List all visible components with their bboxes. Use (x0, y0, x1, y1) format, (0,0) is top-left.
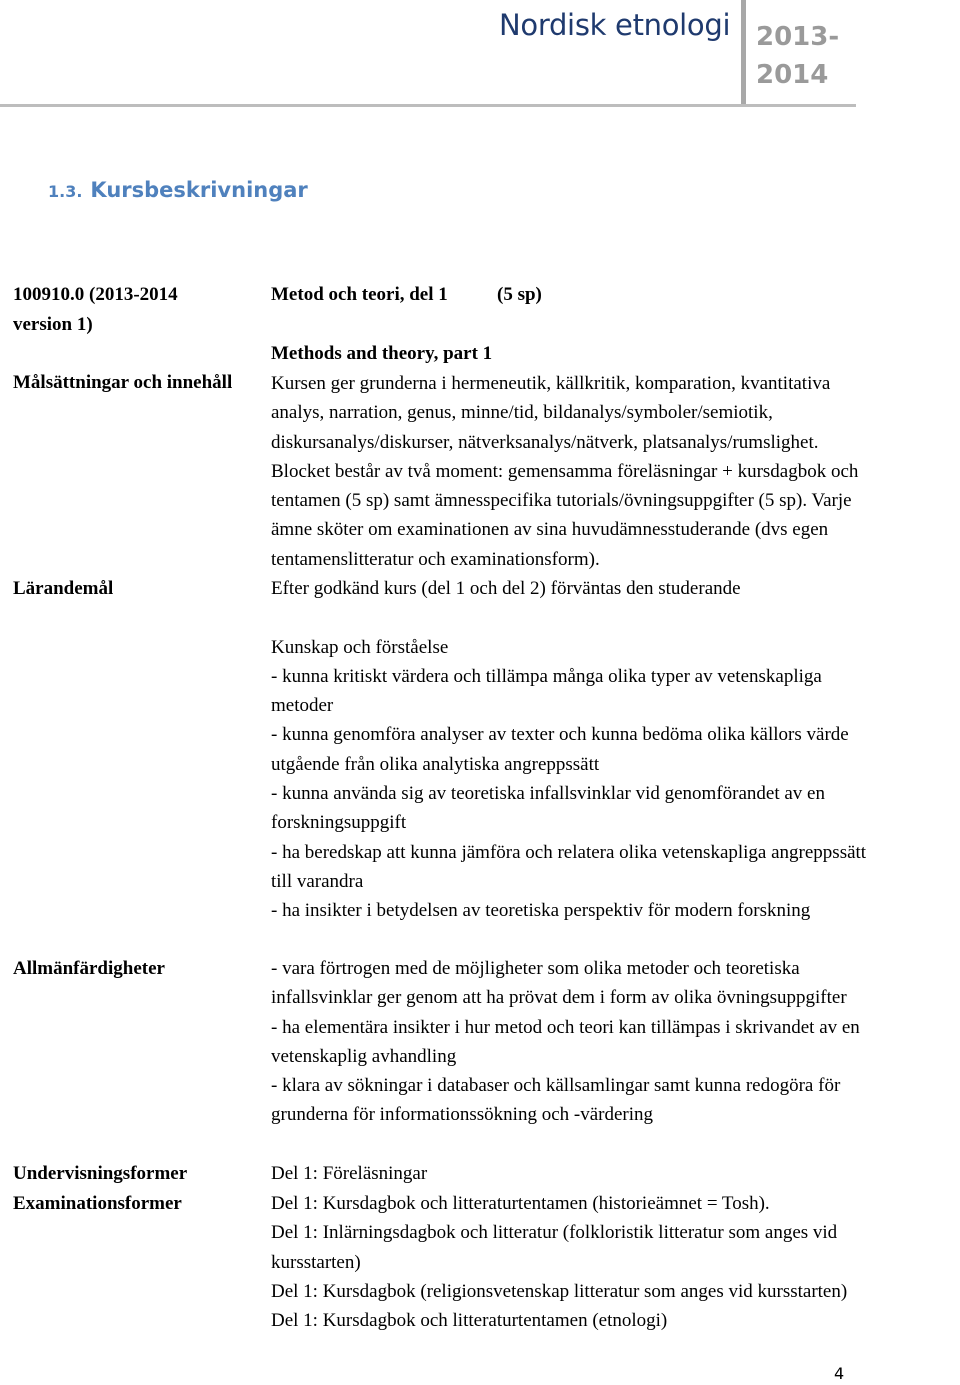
teaching-label: Undervisningsformer (13, 1163, 188, 1184)
section-number: 1.3. (48, 182, 83, 201)
aims-line: tentamen (5 sp) samt ämnesspecifika tutorials/övningsuppgifter (5 sp). Varje (271, 490, 852, 512)
skills-line: - klara av sökningar i databaser och källsamlingar samt kunna redogöra för (271, 1075, 841, 1097)
outcomes-line: metoder (271, 695, 334, 717)
aims-label: Målsättningar och innehåll (13, 372, 233, 393)
aims-line: Kursen ger grunderna i hermeneutik, källkritik, komparation, kvantitativa (271, 373, 831, 394)
outcomes-intro: Efter godkänd kurs (del 1 och del 2) förväntas den studerande (271, 578, 741, 599)
aims-line: diskursanalys/diskurser, nätverksanalys/nätverk, platsanalys/rumslighet. (271, 431, 819, 453)
header-horizontal-divider (0, 104, 856, 107)
skills-content (271, 954, 960, 1130)
aims-line: Blocket består av två moment: gemensamma föreläsningar + kursdagbok och (271, 460, 859, 482)
aims-line: analys, narration, genus, minne/tid, bildanalys/symboler/semiotik, (271, 402, 773, 424)
teaching-line: Del 1: Föreläsningar (271, 1163, 428, 1184)
aims-line: ämne sköter om examinationen av sina huvudämnesstuderande (dvs egen (271, 519, 829, 541)
outcomes-line: - kunna genomföra analyser av texter och kunna bedöma olika källors värde (271, 724, 849, 746)
aims-line: tentamenslitteratur och examinationsform). (271, 548, 600, 570)
outcomes-line: till varandra (271, 870, 364, 892)
course-version: version 1) (13, 314, 93, 335)
teaching-content (271, 1159, 960, 1188)
outcomes-line: - kunna kritiskt värdera och tillämpa många olika typer av vetenskapliga (271, 665, 822, 687)
course-title-en: Methods and theory, part 1 (271, 343, 493, 364)
outcomes-content (271, 574, 960, 926)
page-number: 4 (834, 1364, 845, 1383)
section-heading (48, 178, 308, 202)
outcomes-line: utgående från olika analytiska angreppssätt (271, 753, 600, 775)
outcomes-line: - kunna använda sig av teoretiska infallsvinklar vid genomförandet av en (271, 783, 825, 805)
skills-line: grunderna för informationssökning och -värdering (271, 1104, 654, 1126)
exams-label: Examinationsformer (13, 1193, 182, 1214)
outcomes-line: Kunskap och förståelse (271, 636, 449, 658)
outcomes-label: Lärandemål (13, 578, 114, 599)
exams-line: kursstarten) (271, 1251, 361, 1273)
course-title-sv: Metod och teori, del 1 (271, 284, 448, 305)
course-credits: (5 sp) (497, 284, 542, 305)
exams-line: Del 1: Kursdagbok och litteraturtentamen (etnologi) (271, 1310, 668, 1332)
header-vertical-divider (741, 0, 746, 104)
skills-label: Allmänfärdigheter (13, 958, 165, 979)
outcomes-line: forskningsuppgift (271, 812, 407, 834)
aims-content (271, 369, 960, 574)
document-header-title: Nordisk etnologi (499, 8, 731, 42)
header-year (756, 18, 852, 94)
skills-line: infallsvinklar ger genom att ha prövat dem i form av olika övningsuppgifter (271, 987, 847, 1009)
header-year-end: 2014 (756, 60, 829, 90)
exams-line: Del 1: Kursdagbok och litteraturtentamen (historieämnet = Tosh). (271, 1193, 770, 1214)
skills-line: vetenskaplig avhandling (271, 1045, 457, 1067)
skills-line: - vara förtrogen med de möjligheter som olika metoder och teoretiska (271, 958, 800, 979)
exams-line: Del 1: Kursdagbok (religionsvetenskap litteratur som anges vid kursstarten) (271, 1280, 848, 1302)
exams-content (271, 1189, 960, 1335)
header-year-start: 2013- (756, 22, 840, 52)
course-code: 100910.0 (2013-2014 (13, 284, 178, 305)
outcomes-line: - ha insikter i betydelsen av teoretiska perspektiv för modern forskning (271, 900, 811, 922)
section-title: Kursbeskrivningar (90, 178, 308, 202)
exams-line: Del 1: Inlärningsdagbok och litteratur (folkloristik litteratur som anges vid (271, 1222, 838, 1244)
skills-line: - ha elementära insikter i hur metod och teori kan tillämpas i skrivandet av en (271, 1016, 860, 1038)
outcomes-line: - ha beredskap att kunna jämföra och relatera olika vetenskapliga angreppssätt (271, 841, 867, 863)
